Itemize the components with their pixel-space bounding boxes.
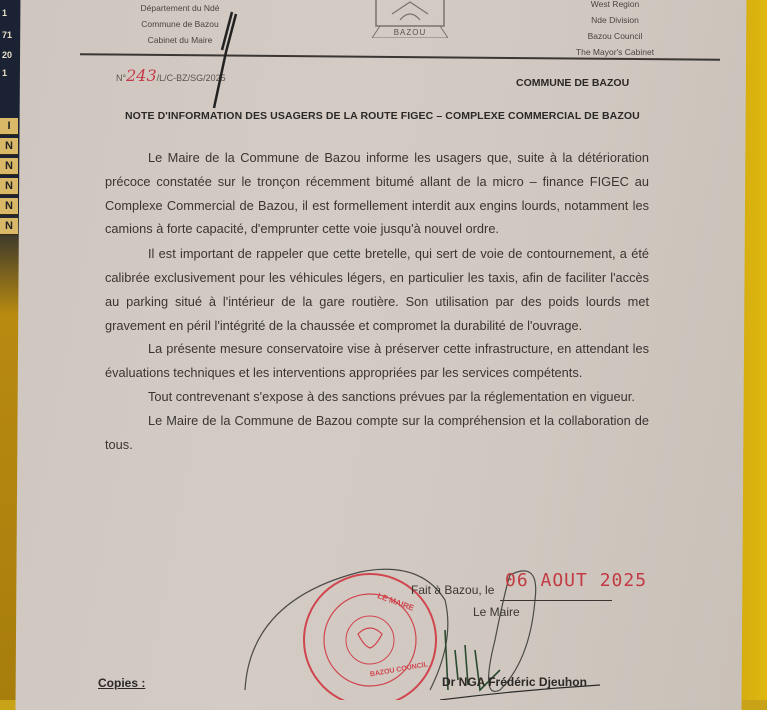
reference-prefix: N° — [116, 73, 127, 83]
date-stamp: 06 AOUT 2025 — [505, 570, 648, 591]
svg-text:LE MAIRE: LE MAIRE — [376, 591, 416, 613]
handwritten-mark-icon — [214, 12, 236, 108]
header-left-line: Cabinet du Maire — [147, 35, 213, 45]
reference-suffix: /L/C-BZ/SG/2025 — [156, 73, 226, 83]
header-right-line: Bazou Council — [587, 31, 643, 41]
spine-mark: N — [0, 158, 18, 175]
spine-mark: 1 — [2, 68, 8, 78]
svg-text:BAZOU COUNCIL: BAZOU COUNCIL — [369, 661, 429, 679]
signatory-name: Dr NGA Frédéric Djeuhon — [442, 675, 587, 689]
logo-label: BAZOU — [393, 28, 427, 37]
place-and-date-label: Fait à Bazou, le — [411, 583, 495, 597]
paragraph: Tout contrevenant s'expose à des sanctions prévues par la réglementation en vigueur. — [148, 388, 635, 404]
paragraph: Il est important de rappeler que cette bretelle, qui sert de voie de contournement, a été calibrée exclusivement pour les véhicules légers, en particulier les taxis, afin de faciliter l'accès au parking situé à l'intérieur de la gare routière. Son utilisation par des poids lourds met gravement en péril l'intégrité de la chaussée et compromet la durabilité de l'ouvrage. — [105, 246, 649, 333]
commune-label: COMMUNE DE BAZOU — [516, 77, 630, 89]
spine-mark: N — [0, 138, 18, 155]
spine-mark: N — [0, 218, 18, 235]
header-left-line: Commune de Bazou — [141, 19, 219, 29]
header-right-line: Nde Division — [591, 15, 639, 25]
reference-handwritten-number: 243 — [126, 66, 157, 85]
spine-mark: 20 — [2, 50, 13, 60]
signatory-role: Le Maire — [473, 605, 520, 619]
paragraph: Le Maire de la Commune de Bazou compte sur la compréhension et la collaboration de tous. — [105, 412, 649, 452]
spine-mark: N — [0, 198, 18, 215]
header-right-line: The Mayor's Cabinet — [575, 47, 655, 57]
spine-mark: 1 — [2, 8, 8, 18]
paragraph: La présente mesure conservatoire vise à préserver cette infrastructure, en attendant les évaluations techniques et les interventions appropriées par les services compétents. — [105, 341, 649, 381]
header-right-line: West Region — [590, 0, 640, 9]
spine-mark: 71 — [2, 30, 13, 40]
header-left-line: Département du Ndé — [140, 3, 220, 13]
document-title: NOTE D'INFORMATION DES USAGERS DE LA ROUTE FIGEC – COMPLEXE COMMERCIAL DE BAZOU — [125, 110, 640, 122]
spine-mark: I — [0, 118, 18, 135]
paragraph: Le Maire de la Commune de Bazou informe les usagers que, suite à la détérioration précoce constatée sur le tronçon récemment bitumé allant de la micro – finance FIGEC au Complexe Commercial de Bazou, il est formellement interdit aux engins lourds, notamment les camions à forte capacité, d'emprunter cette voie jusqu'à nouvel ordre. — [105, 150, 649, 237]
date-underline — [500, 600, 612, 601]
copies-label: Copies : — [98, 676, 146, 690]
spine-mark: N — [0, 178, 18, 195]
